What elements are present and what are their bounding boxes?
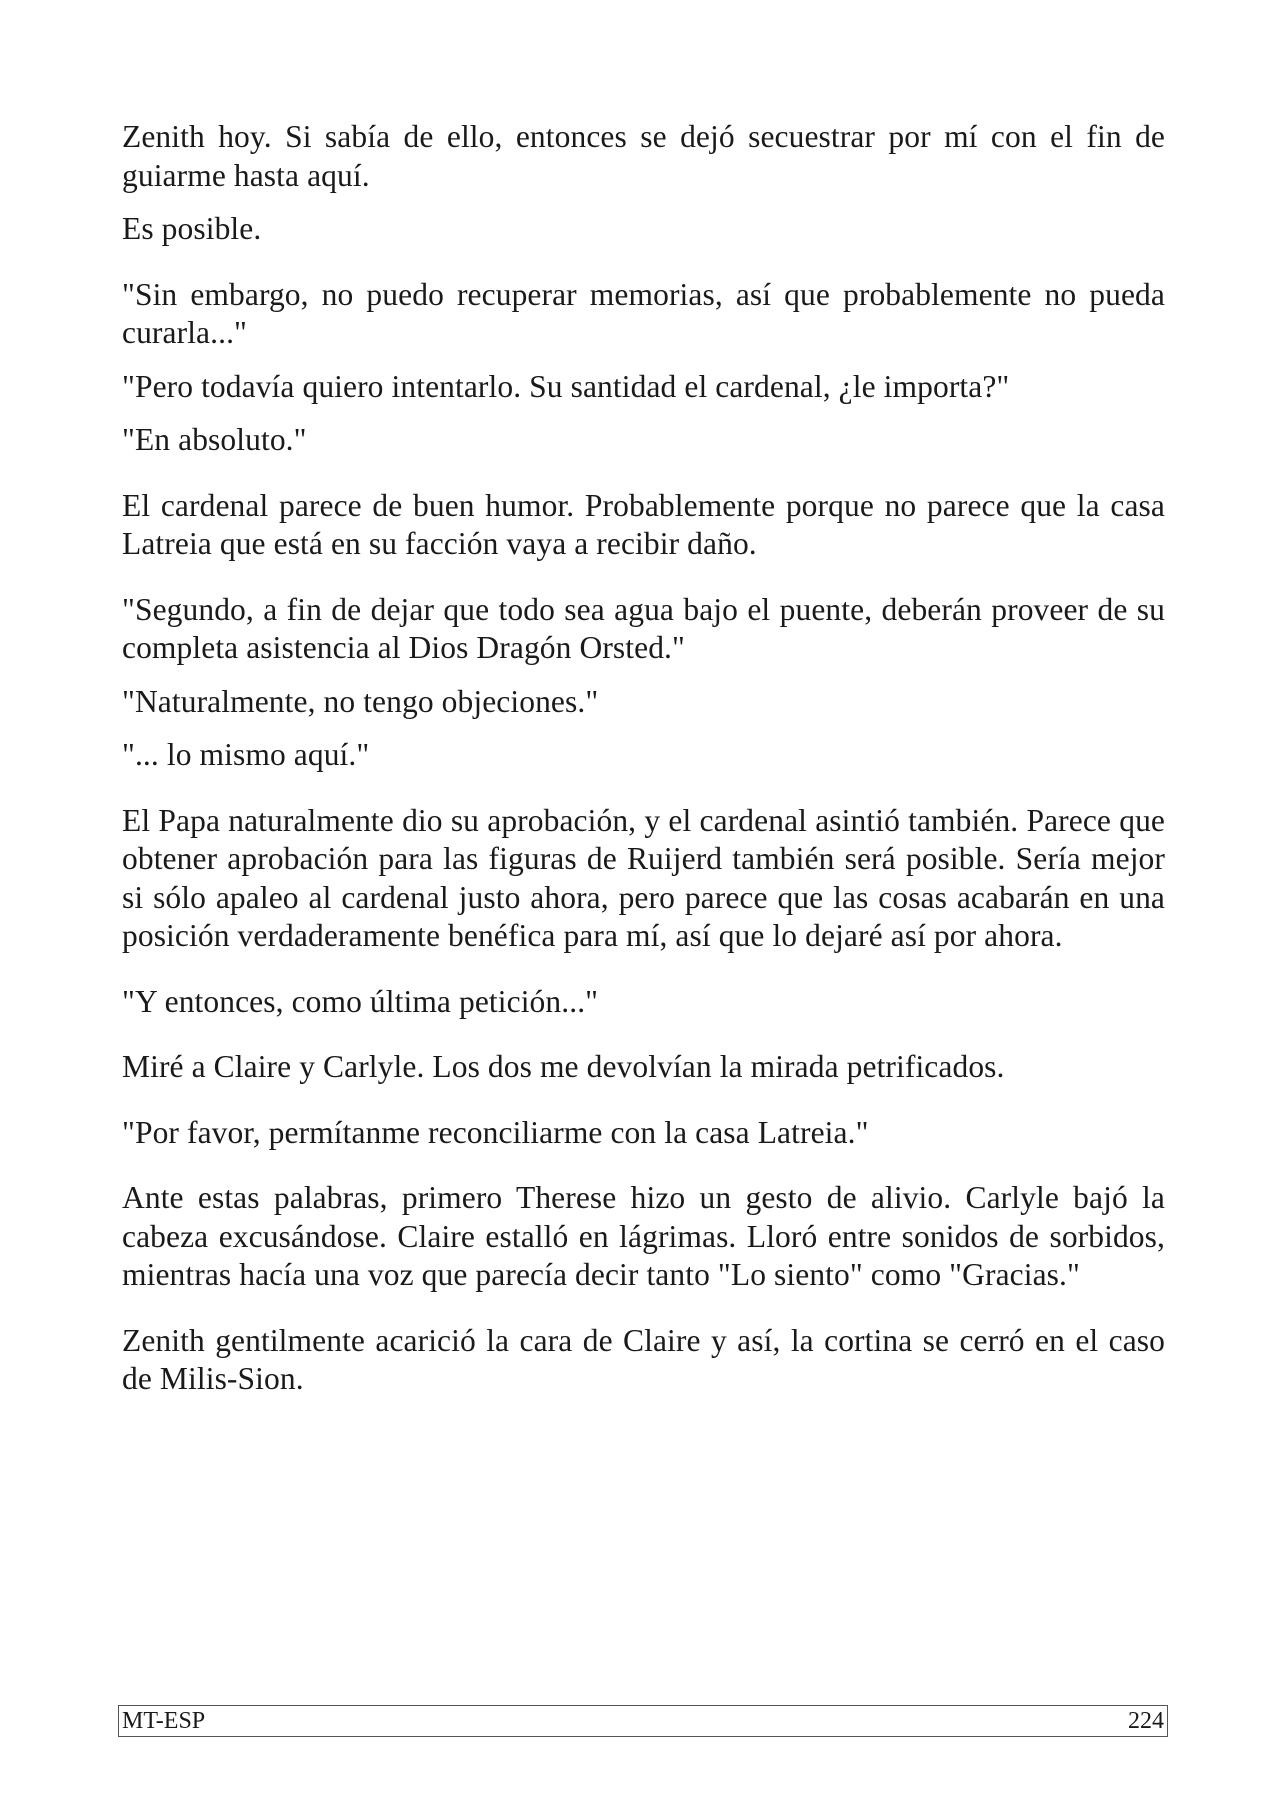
paragraph: Ante estas palabras, primero Therese hizo un gesto de alivio. Carlyle bajó la cabeza excusándose. Claire estalló en lágrimas. Lloró entre sonidos de sorbidos, mientras hacía una voz que parecía decir tanto "Lo siento" como "Gracias.": [122, 1180, 1165, 1292]
paragraph: "Naturalmente, no tengo objeciones.": [122, 683, 599, 719]
paragraph: "... lo mismo aquí.": [122, 737, 370, 772]
page-number: 224: [1128, 1707, 1164, 1734]
paragraph: El cardenal parece de buen humor. Probablemente porque no parece que la casa Latreia que está en su facción vaya a recibir daño.: [122, 487, 1165, 561]
footer-label: MT-ESP: [122, 1707, 206, 1734]
paragraph: "Y entonces, como última petición...": [122, 983, 599, 1019]
paragraph: "Por favor, permítanme reconciliarme con la casa Latreia.": [122, 1114, 869, 1150]
paragraph: Zenith gentilmente acarició la cara de Claire y así, la cortina se cerró en el caso de Milis-Sion.: [122, 1322, 1165, 1396]
page-body: [122, 118, 1165, 1414]
paragraph: "Segundo, a fin de dejar que todo sea agua bajo el puente, deberán proveer de su completa asistencia al Dios Dragón Orsted.": [122, 591, 1165, 665]
paragraph: "Pero todavía quiero intentarlo. Su santidad el cardenal, ¿le importa?": [122, 368, 1010, 404]
paragraph: "Sin embargo, no puedo recuperar memorias, así que probablemente no pueda curarla...": [122, 276, 1165, 350]
paragraph: Es posible.: [122, 211, 262, 246]
paragraph: "En absoluto.": [122, 422, 307, 457]
paragraph: Miré a Claire y Carlyle. Los dos me devolvían la mirada petrificados.: [122, 1049, 1005, 1084]
paragraph: El Papa naturalmente dio su aprobación, y el cardenal asintió también. Parece que obtener aprobación para las figuras de Ruijerd también será posible. Sería mejor si sólo apaleo al cardenal justo ahora, pero parece que las cosas acabarán en una posición verdaderamente benéfica para mí, así que lo dejaré así por ahora.: [122, 802, 1165, 953]
page-footer: [118, 1705, 1168, 1737]
paragraph: Zenith hoy. Si sabía de ello, entonces se dejó secuestrar por mí con el fin de guiarme hasta aquí.: [122, 119, 1165, 193]
